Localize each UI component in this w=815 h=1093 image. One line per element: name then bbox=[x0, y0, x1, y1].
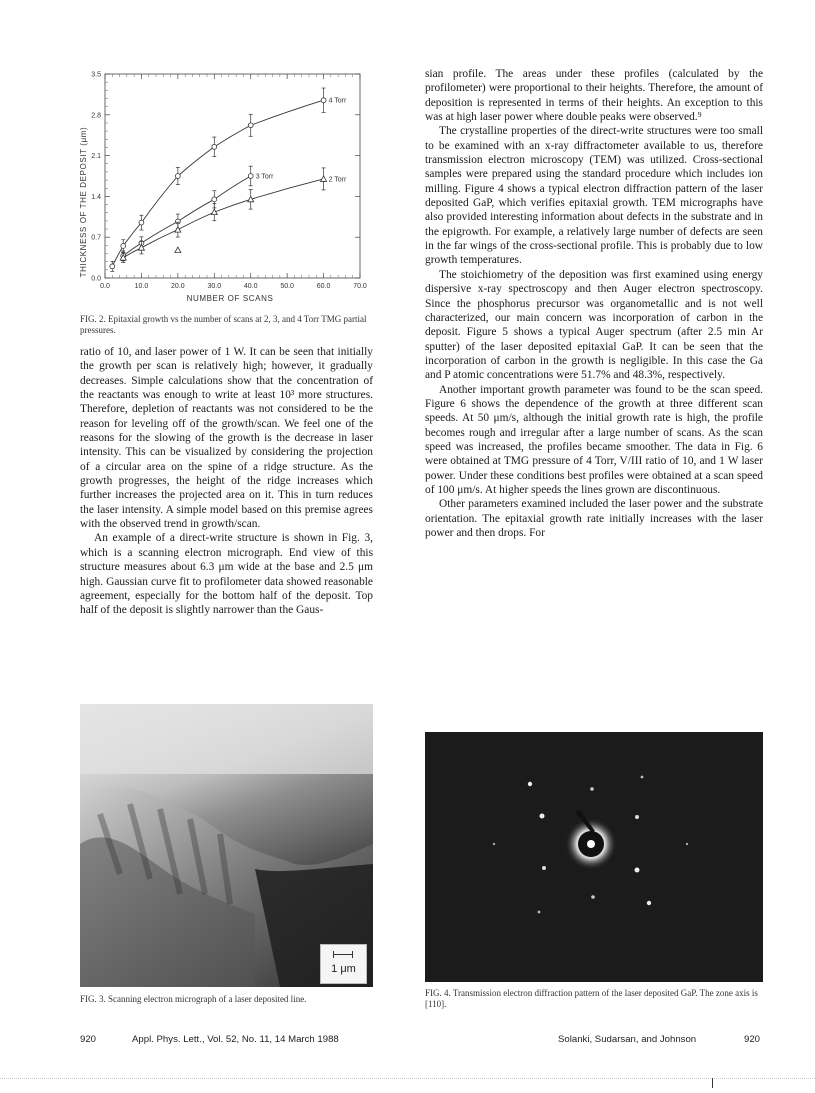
series-label: 2 Torr bbox=[328, 176, 347, 184]
data-point bbox=[121, 244, 126, 249]
x-axis-label: NUMBER OF SCANS bbox=[186, 294, 274, 303]
left-paragraph-1: ratio of 10, and laser power of 1 W. It can be seen that initially the growth per scan is relatively high; however, it gradually decreases. Simple calculations show that the concentration of the reactants was enough to write at least 10³ more structures. Therefore, depletion of reactants was not considered to be the reason for leveling off of the growth/scan. We feel one of the reasons for the slowing of the growth is the decrease in laser intensity. This can be visualized by considering the projection of a circular area on the spine of a ridge structure. As the growth progresses, the height of the ridge increases which further increases the projected area on it. This in turn reduces the laser intensity. A simple model based on this premise agrees with the observed trend in growth/scan. bbox=[80, 346, 373, 531]
data-point bbox=[139, 220, 144, 225]
y-tick-label: 3.5 bbox=[91, 71, 101, 79]
page-bottom-rule bbox=[0, 1078, 815, 1079]
data-point bbox=[138, 245, 144, 251]
figure-2-chart bbox=[55, 62, 385, 312]
data-point bbox=[211, 209, 217, 215]
x-tick-label: 10.0 bbox=[134, 283, 149, 290]
right-paragraph-3: The stoichiometry of the deposition was first examined using energy dispersive x-ray spectroscopy and then Auger electron spectroscopy. Since the phosphorus precursor was organometallic and is not well characterized, our main concern was incorporation of carbon in the deposit. Figure 5 shows a typical Auger spectrum (after 2.5 min Ar sputter) of the laser deposited epitaxial GaP. It can be seen that the incorporation of carbon in the growth is negligible. In this case the Ga and P atomic concentrations were 51.7% and 48.3%, respectively. bbox=[425, 268, 763, 382]
right-paragraph-5: Other parameters examined included the laser power and the substrate orientation. The epitaxial growth rate initially increases with the laser power and then drops. For bbox=[425, 498, 763, 539]
x-tick-label: 70.0 bbox=[353, 283, 367, 290]
series-label: 4 Torr bbox=[328, 97, 347, 105]
footer-journal-citation: Appl. Phys. Lett., Vol. 52, No. 11, 14 March 1988 bbox=[132, 1034, 339, 1045]
y-tick-label: 1.4 bbox=[91, 193, 101, 201]
series-label: 3 Torr bbox=[255, 173, 274, 181]
data-point bbox=[175, 247, 181, 253]
x-tick-label: 0.0 bbox=[100, 283, 110, 290]
x-tick-label: 60.0 bbox=[316, 283, 331, 290]
y-tick-label: 2.1 bbox=[91, 153, 101, 161]
y-axis-label: THICKNESS OF THE DEPOSIT (μm) bbox=[79, 126, 88, 278]
x-tick-label: 30.0 bbox=[207, 283, 222, 290]
right-paragraph-2: The crystalline properties of the direct-write structures were too small to be examined with an x-ray diffractometer available to us, therefore transmission electron microscopy (TEM) was utilized. Cross-sectional samples were prepared using the standard procedure which includes ion milling. Figure 4 shows a typical electron diffraction pattern of the laser deposited GaP, which verifies epitaxial growth. TEM micrographs have also provided interesting information about defects in the substrate and in the epigrowth. For example, a relatively large number of defects are seen in the far wings of the cross-sectional profile. This is probably due to low growth temperatures. bbox=[425, 125, 763, 267]
figure-3-caption: FIG. 3. Scanning electron micrograph of a laser deposited line. bbox=[80, 994, 307, 1004]
footer-page-number-right: 920 bbox=[744, 1034, 761, 1045]
y-tick-label: 0.0 bbox=[91, 275, 101, 283]
data-point bbox=[175, 174, 180, 179]
data-point bbox=[248, 123, 253, 128]
footer-authors: Solanki, Sudarsan, and Johnson bbox=[558, 1034, 697, 1045]
tem-diffraction-image bbox=[425, 732, 763, 982]
figure-4-caption: FIG. 4. Transmission electron diffraction pattern of the laser deposited GaP. The zone axis is [110]. bbox=[425, 988, 758, 1009]
data-point bbox=[175, 227, 181, 233]
data-point bbox=[212, 197, 217, 202]
right-paragraph-4: Another important growth parameter was found to be the scan speed. Figure 6 shows the dependence of the growth at three different scan speeds. At 50 μm/s, although the initial growth rate is high, the profile becomes rough and irregular after a large number of scans. As the scan speed was increased, the profiles became smoother. The data in Fig. 6 were obtained at TMG pressure of 4 Torr, V/III ratio of 10, and 1 W laser power. Under these conditions best profiles were obtained at a scan speed of 100 μm/s. At higher speeds the lines grown are discontinuous. bbox=[425, 383, 763, 496]
x-tick-label: 40.0 bbox=[243, 283, 258, 290]
left-column bbox=[80, 345, 373, 618]
scale-bar bbox=[320, 944, 367, 984]
data-point bbox=[321, 176, 327, 182]
right-paragraph-1: sian profile. The areas under these profiles (calculated by the profilometer) were proportional to their heights. Therefore, the amount of deposition is represented in terms of their heights. An exception to this was at high laser power where double peaks were observed.⁹ bbox=[425, 68, 763, 124]
data-point bbox=[212, 144, 217, 149]
x-tick-label: 20.0 bbox=[171, 283, 185, 290]
series-line-2-torr bbox=[123, 179, 323, 258]
footer-page-number-left: 920 bbox=[80, 1034, 97, 1045]
data-point bbox=[110, 264, 115, 269]
figure-2-caption: FIG. 2. Epitaxial growth vs the number of scans at 2, 3, and 4 Torr TMG partial pressures. bbox=[80, 314, 367, 335]
data-point bbox=[248, 174, 253, 179]
page-edge-mark bbox=[712, 1078, 713, 1088]
sem-micrograph-image bbox=[80, 704, 373, 987]
scale-bar-label: 1 μm bbox=[331, 963, 356, 975]
data-point bbox=[321, 98, 326, 103]
right-column bbox=[425, 67, 763, 540]
x-tick-label: 50.0 bbox=[280, 283, 294, 290]
y-tick-label: 2.8 bbox=[91, 112, 101, 120]
left-paragraph-2: An example of a direct-write structure is shown in Fig. 3, which is a scanning electron micrograph. End view of this structure measures about 6.3 μm wide at the base and 2.5 μm high. Gaussian curve fit to profilometer data showed reasonable agreement, especially for the bottom half of the deposit. Top half of the deposit is slightly narrower than the Gaus- bbox=[80, 532, 373, 617]
y-tick-label: 0.7 bbox=[91, 234, 101, 242]
